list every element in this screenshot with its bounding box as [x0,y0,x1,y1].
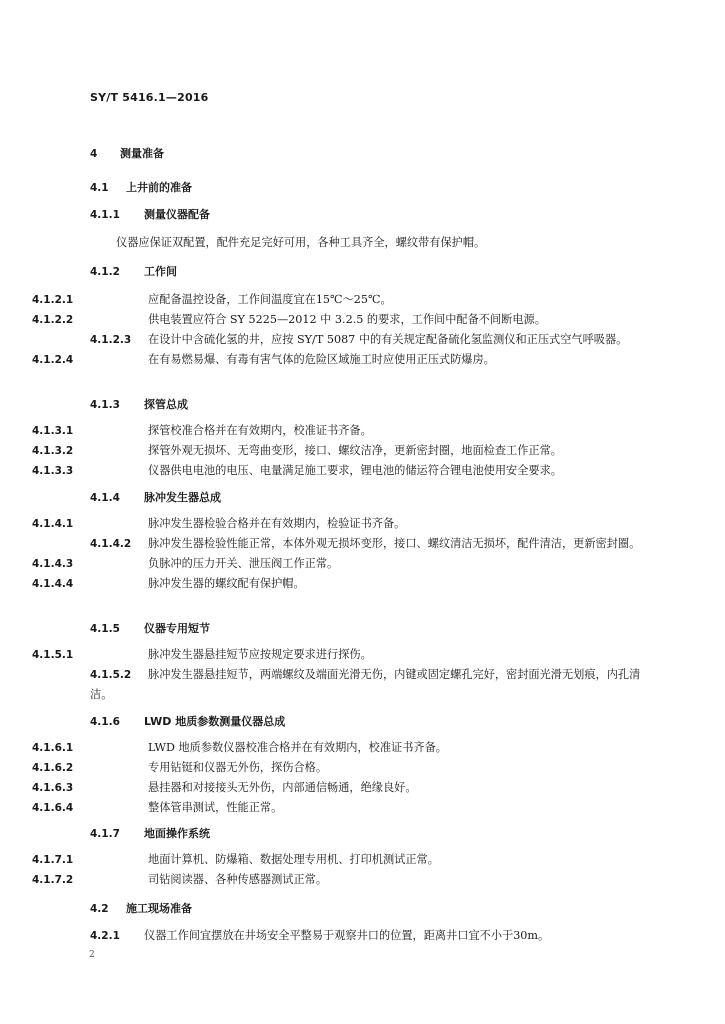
list-item: 4.1.3.3 仪器供电电池的电压、电量满足施工要求，锂电池的储运符合锂电池使用安全要求。 [32,464,562,477]
section-4-2-1-text: 4.2.1 仪器工作间宜摆放在井场安全平整易于观察井口的位置，距离井口宜不小于30m。 [90,929,550,942]
list-item: 4.1.5.2 脉冲发生器悬挂短节，两端螺纹及端面光滑无伤，内键或固定螺孔完好，密封面光滑无划痕，内孔清洁。 [90,668,641,701]
list-item: 4.1.3.1 探管校准合格并在有效期内，校准证书齐备。 [32,424,372,437]
list-item: 4.1.2.4 在有易燃易爆、有毒有害气体的危险区域施工时应使用正压式防爆房。 [32,353,495,366]
list-item: 4.1.7.1 地面计算机、防爆箱、数据处理专用机、打印机测试正常。 [32,853,439,866]
standard-code-header: SY/T 5416.1—2016 [90,91,209,104]
section-4-1-2-list [32,290,658,370]
section-4-1-4-heading: 4.1.4 脉冲发生器总成 [90,491,221,504]
list-item: 4.1.4.4 脉冲发生器的螺纹配有保护帽。 [32,577,305,590]
list-item: 4.1.6.1 LWD 地质参数仪器校准合格并在有效期内，校准证书齐备。 [32,741,447,754]
page-number: 2 [89,950,95,960]
section-4-1-4-list [32,514,658,594]
section-4-1-heading: 4.1 上井前的准备 [90,181,192,194]
list-item: 4.1.2.2 供电装置应符合 SY 5225—2012 中 3.2.5 的要求，工作间中配备不间断电源。 [32,313,546,326]
section-4-1-6-heading: 4.1.6 LWD 地质参数测量仪器总成 [90,715,286,728]
list-item: 4.1.6.3 悬挂器和对接接头无外伤，内部通信畅通，绝缘良好。 [32,781,417,794]
list-item: 4.1.4.3 负脉冲的压力开关、泄压阀工作正常。 [32,557,339,570]
section-4-1-7-heading: 4.1.7 地面操作系统 [90,827,210,840]
list-item: 4.1.7.2 司钻阅读器、各种传感器测试正常。 [32,873,328,886]
list-item: 4.1.2.1 应配备温控设备，工作间温度宜在15℃～25℃。 [32,293,392,306]
section-4-2-heading: 4.2 施工现场准备 [90,902,192,915]
section-4-1-3-heading: 4.1.3 探管总成 [90,398,188,411]
section-4-1-5-heading: 4.1.5 仪器专用短节 [90,622,210,635]
list-item: 4.1.4.2 脉冲发生器检验性能正常，本体外观无损坏变形，接口、螺纹清洁无损坏，配件清洁，更新密封圈。 [90,537,641,550]
section-4-heading: 4 测量准备 [90,147,164,160]
section-4-1-1-heading: 4.1.1 测量仪器配备 [90,208,210,221]
section-4-1-7-list [32,850,658,890]
list-item: 4.1.4.1 脉冲发生器检验合格并在有效期内，检验证书齐备。 [32,517,406,530]
list-item: 4.1.6.2 专用钻铤和仪器无外伤，探伤合格。 [32,761,328,774]
list-item: 4.1.3.2 探管外观无损坏、无弯曲变形，接口、螺纹洁净，更新密封圈，地面检查工作正常。 [32,444,562,457]
list-item: 4.1.2.3 在设计中含硫化氢的井，应按 SY/T 5087 中的有关规定配备硫化氢监测仪和正压式空气呼吸器。 [90,333,628,346]
section-4-1-1-text: 仪器应保证双配置，配件充足完好可用，各种工具齐全，螺纹带有保护帽。 [116,236,486,249]
list-item: 4.1.6.4 整体管串测试，性能正常。 [32,801,283,814]
section-4-1-5-list [32,645,658,704]
section-4-1-3-list [32,421,658,481]
section-4-1-6-list [32,738,658,818]
list-item: 4.1.5.1 脉冲发生器悬挂短节应按规定要求进行探伤。 [32,648,372,661]
section-4-1-2-heading: 4.1.2 工作间 [90,265,177,278]
